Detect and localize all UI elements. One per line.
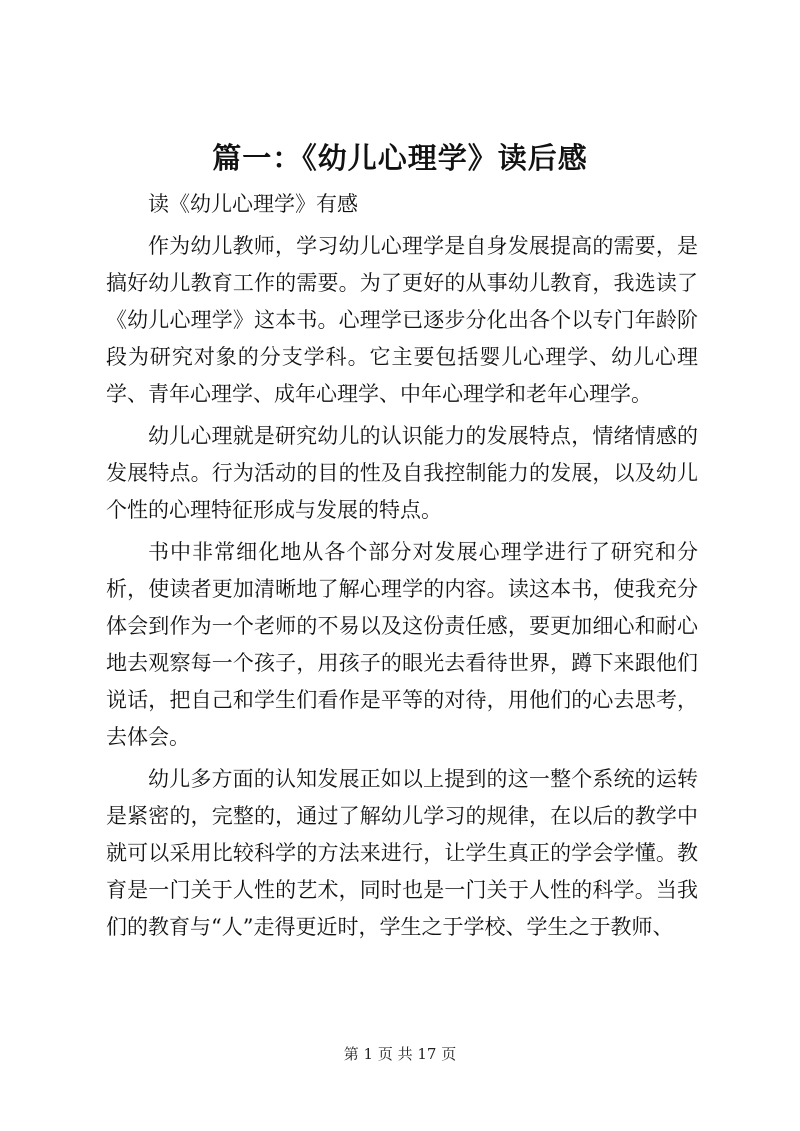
paragraph: 幼儿心理就是研究幼儿的认识能力的发展特点，情绪情感的发展特点。行为活动的目的性及自我控制能力的发展，以及幼儿个性的心理特征形成与发展的特点。 bbox=[106, 424, 698, 522]
paragraph: 书中非常细化地从各个部分对发展心理学进行了研究和分析，使读者更加清晰地了解心理学的内容。读这本书，使我充分体会到作为一个老师的不易以及这份责任感，要更加细心和耐心地去观察每一个孩子，用孩子的眼光去看待世界，蹲下来跟他们说话，把自己和学生们看作是平等的对待，用他们的心去思考，去体会。 bbox=[106, 540, 698, 749]
paragraph-subtitle: 读《幼儿心理学》有感 bbox=[148, 192, 358, 216]
document-body bbox=[106, 186, 698, 946]
page-footer: 第 1 页 共 17 页 bbox=[343, 1045, 457, 1063]
paragraph: 作为幼儿教师，学习幼儿心理学是自身发展提高的需要，是搞好幼儿教育工作的需要。为了更好的从事幼儿教育，我选读了《幼儿心理学》这本书。心理学已逐步分化出各个以专门年龄阶段为研究对象的分支学科。它主要包括婴儿心理学、幼儿心理学、青年心理学、成年心理学、中年心理学和老年心理学。 bbox=[106, 234, 698, 406]
paragraph: 幼儿多方面的认知发展正如以上提到的这一整个系统的运转是紧密的，完整的，通过了解幼儿学习的规律，在以后的教学中就可以采用比较科学的方法来进行，让学生真正的学会学懂。教育是一门关于人性的艺术，同时也是一门关于人性的科学。当我们的教育与“人”走得更近时，学生之于学校、学生之于教师、 bbox=[106, 767, 698, 939]
document-title: 篇一：《幼儿心理学》读后感 bbox=[212, 141, 588, 175]
